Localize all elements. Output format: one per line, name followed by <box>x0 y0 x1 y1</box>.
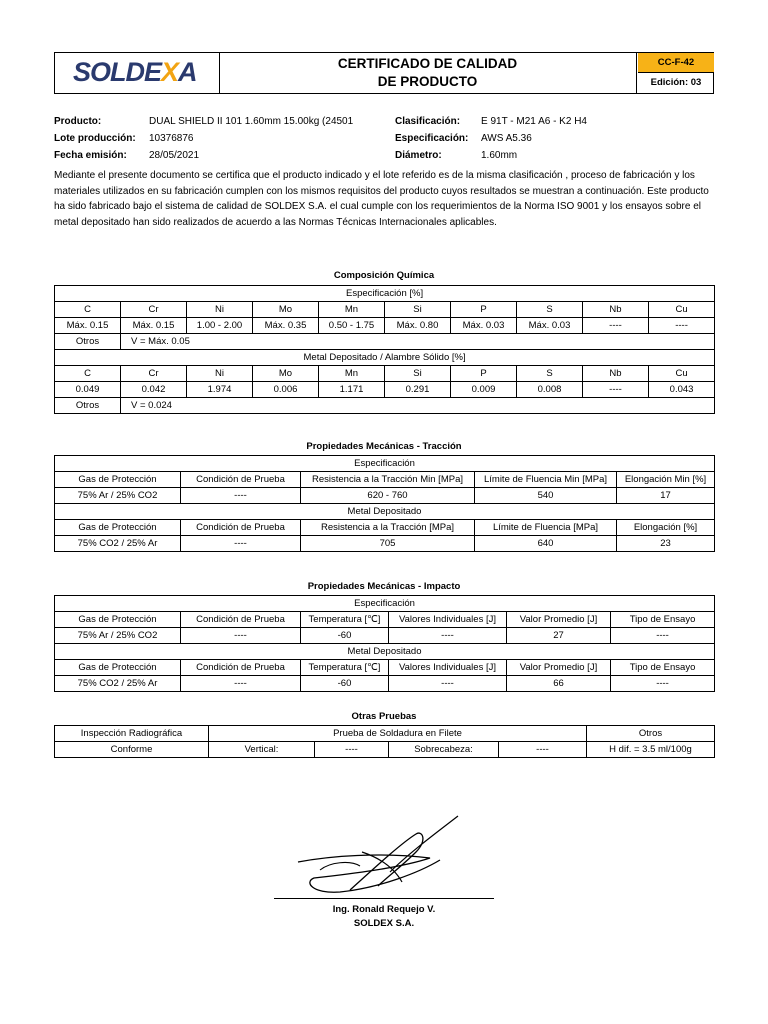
impact-col-cell: Tipo de Ensayo <box>611 612 715 628</box>
chem-spec-cell: 0.50 - 1.75 <box>319 318 385 334</box>
traction-spec-cell: 17 <box>617 488 715 504</box>
chem-spec-cell: 1.00 - 2.00 <box>187 318 253 334</box>
impact-spec-cell: ---- <box>611 628 715 644</box>
traction-col-cell: Resistencia a la Tracción Min [MPa] <box>301 472 475 488</box>
chem-spec-cell: Máx. 0.03 <box>451 318 517 334</box>
chem-element-cell: Mo <box>253 366 319 382</box>
chem-element-cell: Mn <box>319 302 385 318</box>
chem-dep-cell: ---- <box>583 382 649 398</box>
chem-element-cell: Cr <box>121 302 187 318</box>
impact-spec-cell: 75% Ar / 25% CO2 <box>55 628 181 644</box>
traction-spec-cell: ---- <box>181 488 301 504</box>
other-tests-title: Otras Pruebas <box>351 711 417 722</box>
impact-col-cell: Tipo de Ensayo <box>611 660 715 676</box>
chem-element-cell: Mn <box>319 366 385 382</box>
info-left: Producto: DUAL SHIELD II 101 1.60mm 15.00kg (24501 Lote producción: 10376876 Fecha emisión: 28/05/2021 <box>54 116 354 161</box>
diameter-value: 1.60mm <box>481 150 518 161</box>
chem-element-cell: Ni <box>187 302 253 318</box>
specification-value: AWS A5.36 <box>481 133 532 144</box>
classification-value: E 91T - M21 A6 - K2 H4 <box>481 116 587 127</box>
traction-col-cell: Resistencia a la Tracción [MPa] <box>301 520 475 536</box>
impact-spec-cell: ---- <box>389 628 507 644</box>
traction-col-cell: Límite de Fluencia Min [MPa] <box>475 472 617 488</box>
chem-dep-cell: 0.006 <box>253 382 319 398</box>
chem-element-cell: S <box>517 366 583 382</box>
traction-spec-cell: 620 - 760 <box>301 488 475 504</box>
impact-title: Propiedades Mecánicas - Impacto <box>307 581 461 592</box>
chem-spec-cell: ---- <box>649 318 715 334</box>
impact-dep-cell: ---- <box>611 676 715 692</box>
traction-dep-cell: 640 <box>475 536 617 552</box>
product-value: DUAL SHIELD II 101 1.60mm 15.00kg (24501 <box>149 116 354 127</box>
chem-spec-cell: ---- <box>583 318 649 334</box>
chem-element-cell: C <box>55 366 121 382</box>
document-header <box>54 52 714 94</box>
other-tests-table: Inspección Radiográfica Prueba de Soldadura en Filete Otros Conforme Vertical: ---- Sobrecabeza: ---- H dif. = 3.5 ml/100g <box>54 725 715 758</box>
impact-dep-cell: ---- <box>181 676 301 692</box>
traction-title: Propiedades Mecánicas - Tracción <box>306 441 462 452</box>
date-value: 28/05/2021 <box>149 150 200 161</box>
impact-dep-cell: 75% CO2 / 25% Ar <box>55 676 181 692</box>
traction-table: Especificación Gas de Protección Condición de Prueba Resistencia a la Tracción Min [MPa] Límite de Fluencia Min [MPa] Elongación Min [%] 75% Ar / 25% CO2 ---- 620 - 760 540 17 Metal Depositado Gas de Protección Condición de Prueba Resistencia a la Tracción [MPa] Límite de Fluencia [MPa] Elongación [%] 75% CO2 / 25% Ar ---- 705 640 23 <box>54 455 715 552</box>
impact-col-cell: Valor Promedio [J] <box>507 660 611 676</box>
chem-dep-cell: 0.291 <box>385 382 451 398</box>
chem-dep-cell: 1.171 <box>319 382 385 398</box>
soldexa-logo: SOLDEXA <box>55 53 220 93</box>
chem-element-cell: Nb <box>583 302 649 318</box>
chem-element-cell: Cr <box>121 366 187 382</box>
impact-table: Especificación Gas de Protección Condición de Prueba Temperatura [℃] Valores Individuales [J] Valor Promedio [J] Tipo de Ensayo 75% Ar / 25% CO2 ---- -60 ---- 27 ---- Metal Depositado Gas de Protección Condición de Prueba Temperatura [℃] Valores Individuales [J] Valor Promedio [J] Tipo de Ensayo 75% CO2 / 25% Ar ---- -60 ---- 66 ---- <box>54 595 715 692</box>
chem-element-cell: Ni <box>187 366 253 382</box>
chem-spec-cell: Máx. 0.15 <box>55 318 121 334</box>
chem-element-cell: P <box>451 302 517 318</box>
traction-col-cell: Condición de Prueba <box>181 472 301 488</box>
form-code: CC-F-42 <box>638 53 714 73</box>
traction-spec-cell: 75% Ar / 25% CO2 <box>55 488 181 504</box>
chem-element-cell: Cu <box>649 366 715 382</box>
edition-label: Edición: 03 <box>650 77 702 88</box>
impact-col-cell: Valor Promedio [J] <box>507 612 611 628</box>
chem-spec-cell: Máx. 0.15 <box>121 318 187 334</box>
chem-element-cell: Si <box>385 302 451 318</box>
impact-col-cell: Condición de Prueba <box>181 612 301 628</box>
impact-spec-cell: ---- <box>181 628 301 644</box>
traction-dep-cell: ---- <box>181 536 301 552</box>
traction-col-cell: Gas de Protección <box>55 472 181 488</box>
traction-col-cell: Límite de Fluencia [MPa] <box>475 520 617 536</box>
chem-element-cell: Mo <box>253 302 319 318</box>
chem-dep-cell: 1.974 <box>187 382 253 398</box>
chem-element-cell: P <box>451 366 517 382</box>
impact-col-cell: Temperatura [℃] <box>301 660 389 676</box>
chem-element-cell: Si <box>385 366 451 382</box>
chem-element-cell: Cu <box>649 302 715 318</box>
impact-dep-cell: -60 <box>301 676 389 692</box>
impact-spec-cell: -60 <box>301 628 389 644</box>
chem-dep-cell: 0.008 <box>517 382 583 398</box>
chem-table: Especificación [%] C Cr Ni Mo Mn Si P S Nb Cu Máx. 0.15 Máx. 0.15 1.00 - 2.00 Máx. 0.35 0.50 - 1.75 Máx. 0.80 Máx. 0.03 Máx. 0.03 ---- ---- Otros V = Máx. 0.05 Metal Depositado / Alambre Sólido [%] C Cr Ni Mo Mn Si P S Nb Cu 0.049 0.042 1.974 0.006 1.171 0.291 0.009 0.008 ---- 0.043 Otros V = 0.024 <box>54 285 715 414</box>
traction-dep-cell: 705 <box>301 536 475 552</box>
impact-col-cell: Valores Individuales [J] <box>389 612 507 628</box>
impact-col-cell: Gas de Protección <box>55 660 181 676</box>
document-title: CERTIFICADO DE CALIDAD DE PRODUCTO <box>219 53 637 93</box>
traction-dep-cell: 75% CO2 / 25% Ar <box>55 536 181 552</box>
chem-spec-cell: Máx. 0.35 <box>253 318 319 334</box>
signature-line <box>274 898 494 899</box>
impact-col-cell: Gas de Protección <box>55 612 181 628</box>
impact-col-cell: Temperatura [℃] <box>301 612 389 628</box>
impact-dep-cell: 66 <box>507 676 611 692</box>
chem-dep-cell: 0.043 <box>649 382 715 398</box>
traction-dep-cell: 23 <box>617 536 715 552</box>
impact-dep-cell: ---- <box>389 676 507 692</box>
traction-col-cell: Condición de Prueba <box>181 520 301 536</box>
impact-col-cell: Valores Individuales [J] <box>389 660 507 676</box>
lot-value: 10376876 <box>149 133 194 144</box>
chem-dep-cell: 0.009 <box>451 382 517 398</box>
chem-title: Composición Química <box>333 270 435 281</box>
chem-element-cell: C <box>55 302 121 318</box>
chem-dep-cell: 0.042 <box>121 382 187 398</box>
chem-element-cell: Nb <box>583 366 649 382</box>
chem-spec-cell: Máx. 0.80 <box>385 318 451 334</box>
chem-element-cell: S <box>517 302 583 318</box>
info-right: Clasificación: E 91T - M21 A6 - K2 H4 Especificación: AWS A5.36 Diámetro: 1.60mm <box>395 116 587 161</box>
signer-name: Ing. Ronald Requejo V. <box>332 904 436 915</box>
impact-col-cell: Condición de Prueba <box>181 660 301 676</box>
signer-company: SOLDEX S.A. <box>353 918 415 929</box>
impact-spec-cell: 27 <box>507 628 611 644</box>
handwritten-signature <box>290 812 490 900</box>
chem-dep-cell: 0.049 <box>55 382 121 398</box>
certification-paragraph: Mediante el presente documento se certifica que el producto indicado y el lote referido es de la misma clasificación , proceso de fabricación y los materiales utilizados en su fabricación cumplen con los mismos requisitos del producto cuyos resultados se muestran a continuación. Este producto ha sido fabricado bajo el sistema de calidad de SOLDEX S.A. el cual cumple con los requerimientos de la Norma ISO 9001 y los ensayos sobre el metal depositado han sido realizados de acuerdo a las Normas Técnicas Internacionales aplicables. <box>54 170 709 228</box>
chem-spec-cell: Máx. 0.03 <box>517 318 583 334</box>
traction-col-cell: Elongación [%] <box>617 520 715 536</box>
traction-spec-cell: 540 <box>475 488 617 504</box>
traction-col-cell: Elongación Min [%] <box>617 472 715 488</box>
traction-col-cell: Gas de Protección <box>55 520 181 536</box>
